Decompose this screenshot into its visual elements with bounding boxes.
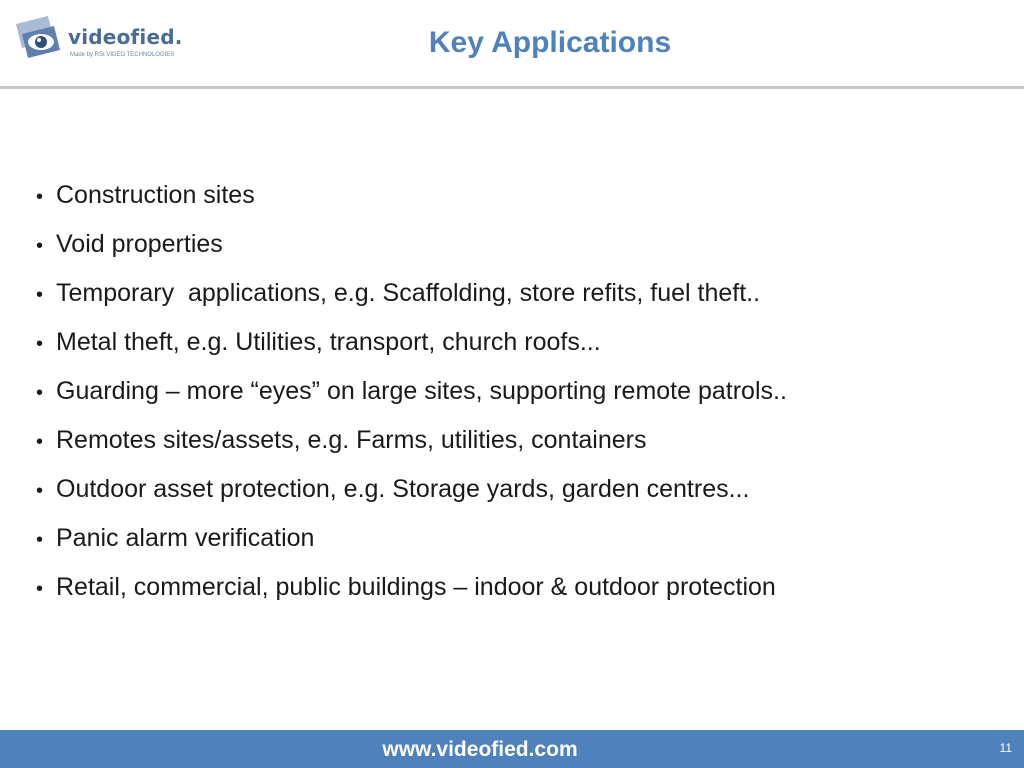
page-number: 11 [999, 741, 1012, 755]
bullet-item [36, 269, 1006, 318]
bullet-icon: • [36, 480, 44, 502]
footer-website-link[interactable]: www.videofied.com [382, 738, 578, 761]
bullet-item [36, 220, 1006, 269]
bullet-item [36, 318, 1006, 367]
bullet-text: Temporary applications, e.g. Scaffolding, store refits, fuel theft.. [56, 279, 761, 307]
bullet-item [36, 416, 1006, 465]
bullet-text: Construction sites [56, 181, 255, 209]
bullet-item [36, 367, 1006, 416]
bullet-text: Outdoor asset protection, e.g. Storage yards, garden centres... [56, 475, 750, 503]
bullet-item [36, 171, 1006, 220]
bullet-item [36, 514, 1006, 563]
logo-wordmark: videofied. [68, 25, 183, 49]
bullet-item [36, 563, 1006, 612]
bullet-text: Guarding – more “eyes” on large sites, supporting remote patrols.. [56, 377, 787, 405]
bullet-icon: • [36, 529, 44, 551]
bullet-text: Retail, commercial, public buildings – indoor & outdoor protection [56, 573, 776, 601]
eye-camera-logo-icon [14, 14, 64, 62]
bullet-icon: • [36, 186, 44, 208]
bullet-icon: • [36, 578, 44, 600]
bullet-text: Panic alarm verification [56, 524, 315, 552]
title-divider [0, 86, 1024, 89]
bullet-list [36, 171, 1006, 612]
footer-bar [0, 730, 1024, 768]
bullet-icon: • [36, 333, 44, 355]
bullet-icon: • [36, 235, 44, 257]
bullet-text: Void properties [56, 230, 223, 258]
bullet-item [36, 465, 1006, 514]
slide-title: Key Applications [428, 26, 672, 59]
bullet-icon: • [36, 382, 44, 404]
bullet-text: Remotes sites/assets, e.g. Farms, utilities, containers [56, 426, 647, 454]
logo-tagline: Made by RSI VIDEO TECHNOLOGIES [70, 52, 175, 58]
videofied-logo [14, 14, 194, 62]
bullet-text: Metal theft, e.g. Utilities, transport, church roofs... [56, 328, 601, 356]
bullet-icon: • [36, 284, 44, 306]
bullet-icon: • [36, 431, 44, 453]
